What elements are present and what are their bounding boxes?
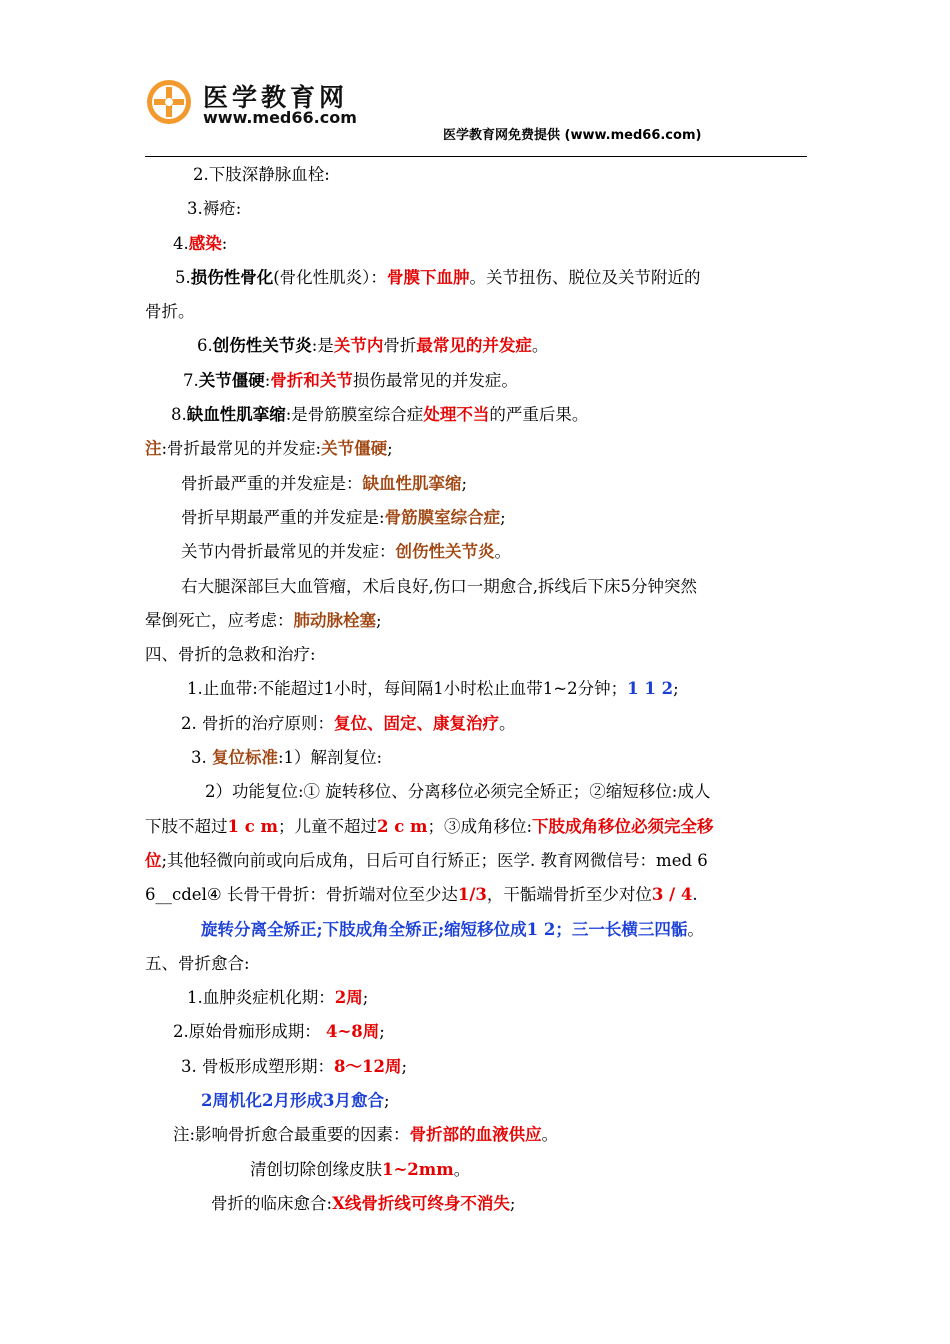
text-run: 创伤性关节炎 <box>395 542 495 562</box>
text-run: 。关节扭伤、脱位及关节附近的 <box>469 267 701 287</box>
text-run: 右大腿深部巨大血管瘤，术后良好,伤口一期愈合,拆线后下床5分钟突然 <box>181 576 697 596</box>
header-provider-note: 医学教育网免费提供 (www.med66.com) <box>443 128 702 143</box>
text-run: 骨折早期最严重的并发症是: <box>181 507 385 527</box>
text-run: 7. <box>183 370 199 390</box>
brand-name: 医学教育网 <box>203 83 349 112</box>
text-run: 2周 <box>334 988 363 1008</box>
text-run: 骨折 <box>383 336 417 356</box>
text-line <box>145 1187 807 1221</box>
text-run: 6__cdel④ 长骨干骨折：骨折端对位至少达 <box>145 885 458 905</box>
text-run: 五、骨折愈合: <box>145 953 250 973</box>
document-body <box>145 158 807 1221</box>
text-line <box>145 775 807 809</box>
text-run: 关节僵硬 <box>321 439 388 459</box>
text-run: ; <box>383 1091 390 1111</box>
text-line <box>145 158 807 192</box>
text-run: 3. <box>191 748 212 768</box>
text-line <box>145 844 807 878</box>
text-run: 8～12周 <box>334 1056 402 1076</box>
text-run: :是 <box>311 336 334 356</box>
text-run: 复位标准 <box>212 748 278 768</box>
text-line <box>145 604 807 638</box>
text-line <box>145 810 807 844</box>
text-run: 4~8周 <box>326 1022 380 1042</box>
text-run: ; <box>500 507 506 527</box>
text-run: ; <box>509 1193 516 1213</box>
text-run: 5. <box>175 267 191 287</box>
text-line <box>145 1153 807 1187</box>
text-run: ; <box>401 1056 408 1076</box>
text-run: 清创切除创缘皮肤 <box>250 1159 382 1179</box>
text-run: 1.止血带:不能超过1小时，每间隔1小时松止血带1~2分钟； <box>187 679 628 699</box>
text-run: 骨折。 <box>145 302 195 322</box>
text-run: 4. <box>173 233 189 253</box>
text-line <box>145 1118 807 1152</box>
text-run: 肺动脉栓塞 <box>293 610 376 630</box>
text-line <box>145 570 807 604</box>
text-run: :是骨筋膜室综合症 <box>285 405 424 425</box>
text-run: 创伤性关节炎 <box>212 336 312 356</box>
text-line <box>145 467 807 501</box>
text-line <box>145 672 807 706</box>
text-run: 。 <box>453 1159 471 1179</box>
text-run: ; <box>461 473 468 493</box>
text-run: 位 <box>145 850 162 870</box>
text-run: 复位、固定、康复治疗 <box>334 713 499 733</box>
text-run: 2.原始骨痂形成期： <box>173 1022 326 1042</box>
text-run: 1 1 2 <box>627 679 674 699</box>
text-run: 。 <box>687 919 704 939</box>
text-run: ；③成角移位: <box>427 816 533 836</box>
text-run: 。 <box>499 713 516 733</box>
text-run: X线骨折线可终身不消失 <box>332 1193 510 1213</box>
text-line <box>145 227 807 261</box>
text-run: 1 c m <box>227 816 278 836</box>
text-run: 晕倒死亡，应考虑： <box>145 610 294 630</box>
text-run: 1~2mm <box>382 1159 454 1179</box>
text-run: 3 / 4 <box>651 885 693 905</box>
text-line <box>145 638 807 672</box>
text-line <box>145 947 807 981</box>
text-run: 1/3 <box>457 885 487 905</box>
text-run: 2周机化2月形成3月愈合 <box>201 1091 384 1111</box>
text-run: 骨折部的血液供应 <box>409 1125 542 1145</box>
text-line <box>145 261 807 295</box>
text-run: 损伤性骨化 <box>190 267 274 287</box>
text-run: ；儿童不超过 <box>277 816 377 836</box>
text-line <box>145 741 807 775</box>
text-run: 3.褥疮: <box>187 199 242 219</box>
text-line <box>145 192 807 226</box>
text-run: 。 <box>494 542 511 562</box>
text-line <box>145 535 807 569</box>
page-header <box>145 70 807 158</box>
text-run: 关节内 <box>333 336 384 356</box>
text-run: 1.血肿炎症机化期： <box>187 988 335 1008</box>
text-run: ; <box>376 610 382 630</box>
text-run: 骨筋膜室综合症 <box>384 507 501 527</box>
text-run: 损伤最常见的并发症。 <box>352 370 518 390</box>
text-run: 的严重后果。 <box>489 405 589 425</box>
text-run: ; <box>362 988 369 1008</box>
text-run: 四、骨折的急救和治疗: <box>145 645 316 665</box>
text-run: 注:影响骨折愈合最重要的因素： <box>173 1125 410 1145</box>
text-run: 处理不当 <box>423 405 490 425</box>
med66-logo-icon <box>145 78 193 126</box>
text-line <box>145 1084 807 1118</box>
text-run: 2. 骨折的治疗原则： <box>181 713 334 733</box>
text-run: 。 <box>531 336 549 356</box>
text-line <box>145 295 807 329</box>
text-run: 下肢不超过 <box>145 816 228 836</box>
text-line <box>145 501 807 535</box>
text-run: 骨膜下血肿 <box>386 267 470 287</box>
text-run: . <box>692 885 698 905</box>
text-run: 下肢成角移位必须完全移 <box>532 816 714 836</box>
text-run: 2 c m <box>376 816 428 836</box>
text-run: 2.下肢深静脉血栓: <box>193 165 330 184</box>
text-run: ;其他轻微向前或向后成角，日后可自行矫正；医学. 教育网微信号：med 6 <box>161 850 708 870</box>
header-divider <box>145 156 807 157</box>
text-line <box>145 432 807 466</box>
text-run: 。 <box>541 1125 559 1145</box>
text-run: 最常见的并发症 <box>416 336 532 356</box>
text-run: 感染 <box>188 233 222 253</box>
text-line <box>145 1050 807 1084</box>
text-run: : <box>221 233 228 253</box>
text-line <box>145 329 807 363</box>
text-line <box>145 913 807 947</box>
text-run: 缺血性肌挛缩 <box>186 405 286 425</box>
text-run: 骨折和关节 <box>270 370 353 390</box>
text-run: (骨化性肌炎）： <box>273 267 387 287</box>
text-run: 旋转分离全矫正;下肢成角全矫正;缩短移位成1 2；三一长横三四骺 <box>201 919 688 939</box>
text-run: 6. <box>197 336 213 356</box>
text-run: 8. <box>171 405 187 425</box>
text-run: 3. 骨板形成塑形期： <box>181 1056 334 1076</box>
text-line <box>145 707 807 741</box>
text-run: 骨折最严重的并发症是： <box>181 473 363 493</box>
text-run: 关节内骨折最常见的并发症： <box>181 542 396 562</box>
brand-url: www.med66.com <box>203 108 357 127</box>
text-run: 骨折的临床愈合: <box>211 1193 333 1213</box>
text-run: :1）解剖复位: <box>278 748 383 768</box>
text-line <box>145 981 807 1015</box>
text-line <box>145 878 807 912</box>
text-line <box>145 398 807 432</box>
text-run: :骨折最常见的并发症: <box>161 439 322 459</box>
text-line <box>145 1015 807 1049</box>
text-run: 缺血性肌挛缩 <box>362 473 462 493</box>
text-line <box>145 364 807 398</box>
text-run: ; <box>387 439 393 459</box>
text-run: : <box>264 370 271 390</box>
text-run: 关节僵硬 <box>198 370 265 390</box>
text-run: ; <box>673 679 679 699</box>
text-run: 2）功能复位:① 旋转移位、分离移位必须完全矫正；②缩短移位:成人 <box>205 782 711 802</box>
text-run: 注 <box>145 439 162 459</box>
text-run: ; <box>379 1022 385 1042</box>
text-run: ，干骺端骨折至少对位 <box>486 885 652 905</box>
